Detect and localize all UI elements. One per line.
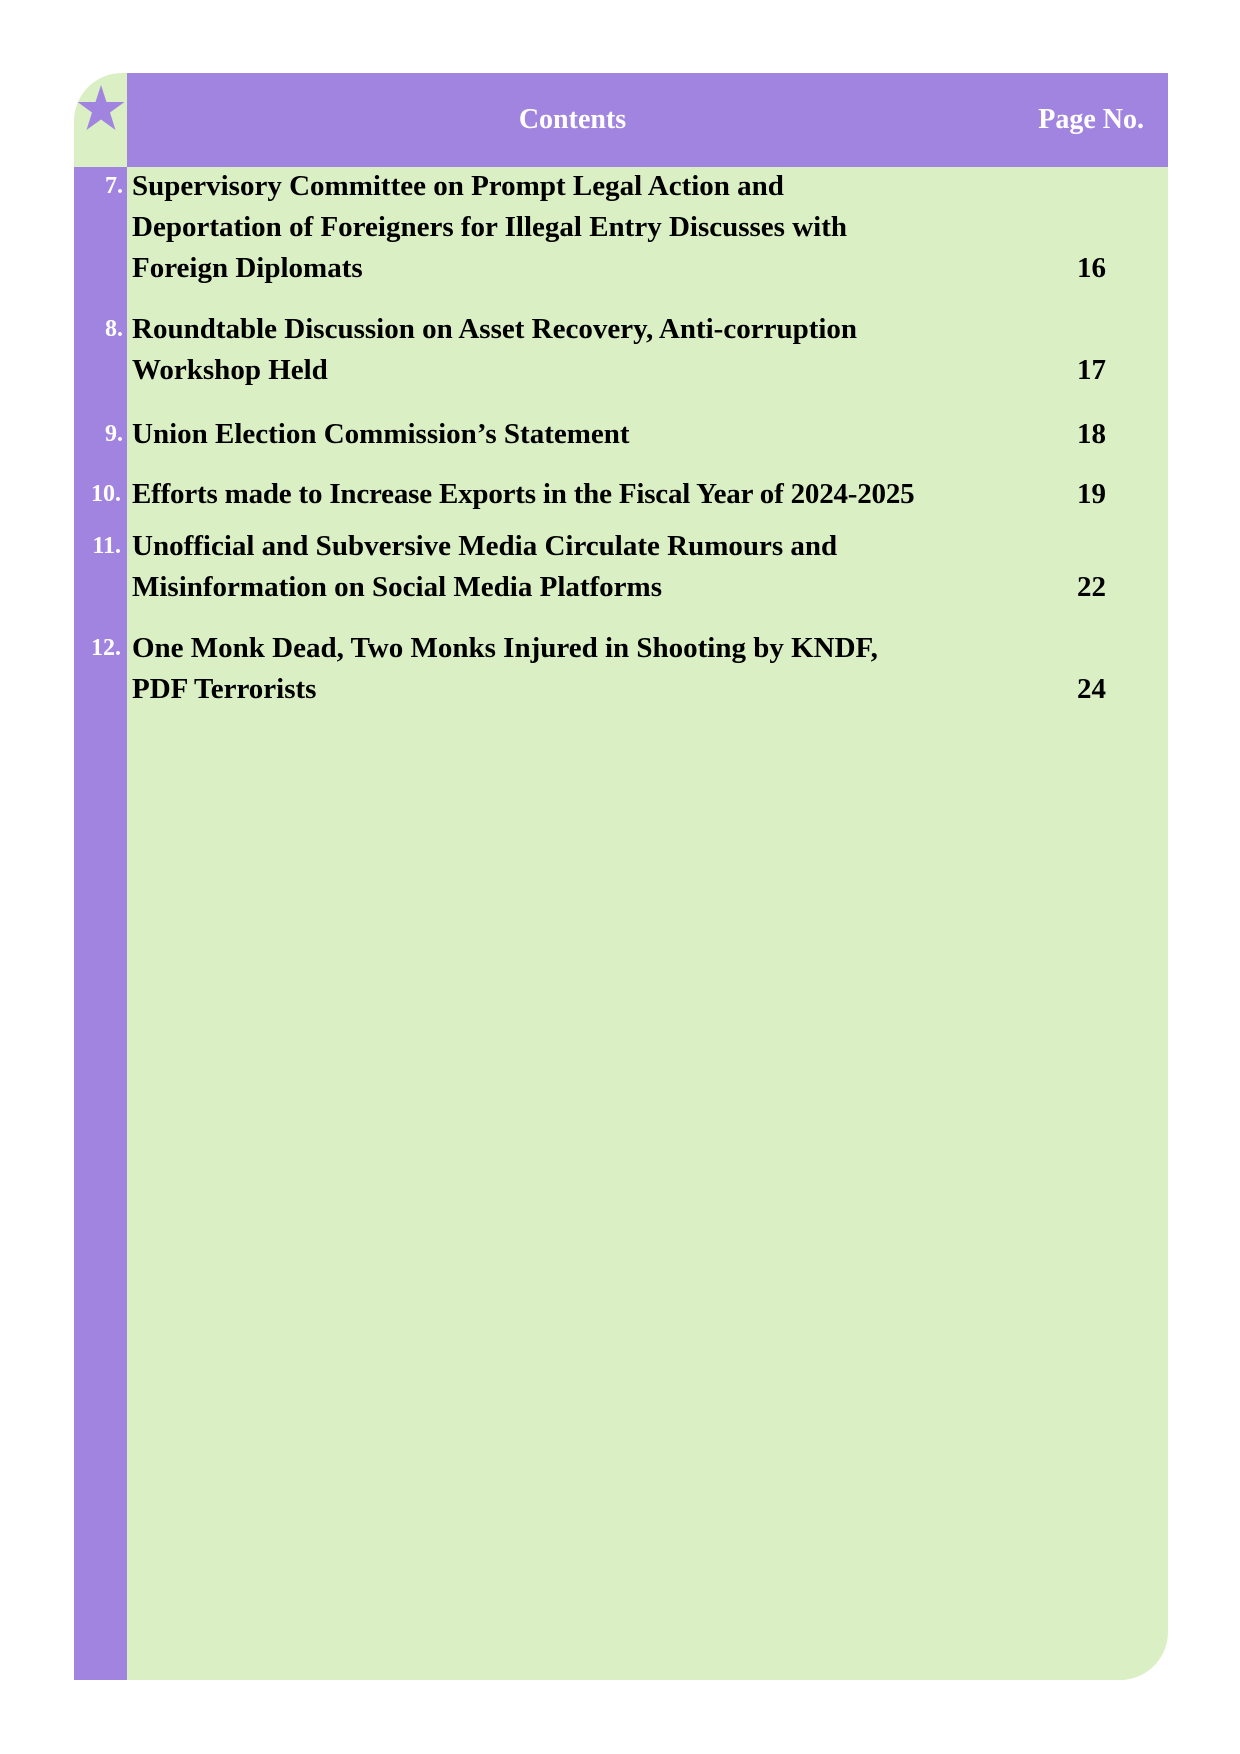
entry-page-number: 16 [1077, 252, 1106, 284]
side-accent-bar [74, 167, 127, 1680]
entry-title-line: Unofficial and Subversive Media Circulate Rumours and [132, 530, 838, 562]
star-icon [76, 83, 126, 133]
entry-number: 8. [105, 316, 123, 342]
page-no-heading: Page No. [1038, 104, 1144, 135]
toc-entry[interactable] [74, 166, 1168, 291]
entry-number: 10. [91, 481, 121, 507]
entry-number: 9. [105, 421, 123, 447]
entry-page-number: 18 [1077, 418, 1106, 450]
entry-title-line: Supervisory Committee on Prompt Legal Action and [132, 170, 784, 202]
contents-panel [74, 73, 1168, 1680]
entry-title-line: Efforts made to Increase Exports in the Fiscal Year of 2024-2025 [132, 478, 915, 510]
entry-title [132, 414, 992, 455]
entry-title-line: Roundtable Discussion on Asset Recovery, Anti-corruption [132, 313, 858, 345]
entry-title-line: Foreign Diplomats [132, 252, 363, 284]
toc-entry[interactable] [74, 414, 1168, 456]
toc-entry[interactable] [74, 526, 1168, 610]
entry-number: 7. [105, 173, 123, 199]
entry-title-line: Union Election Commission’s Statement [132, 418, 630, 450]
entry-page-number: 22 [1077, 571, 1106, 603]
entry-title-line: PDF Terrorists [132, 673, 317, 705]
toc-entry[interactable] [74, 309, 1168, 393]
entry-page-number: 19 [1077, 478, 1106, 510]
contents-heading: Contents [518, 104, 627, 135]
entry-title-line: Deportation of Foreigners for Illegal Entry Discusses with [132, 211, 848, 243]
entry-title-line: Workshop Held [132, 354, 328, 386]
entry-title [132, 628, 992, 710]
entry-title-line: Misinformation on Social Media Platforms [132, 571, 663, 603]
entry-title [132, 309, 992, 391]
entry-title [132, 474, 992, 515]
entry-page-number: 24 [1077, 673, 1106, 705]
entry-title [132, 166, 992, 289]
entry-number: 12. [91, 635, 121, 661]
entry-number: 11. [92, 533, 121, 559]
entry-title [132, 526, 992, 608]
entry-page-number: 17 [1077, 354, 1106, 386]
toc-entry[interactable] [74, 628, 1168, 712]
toc-entry[interactable] [74, 474, 1168, 516]
entry-title-line: One Monk Dead, Two Monks Injured in Shooting by KNDF, [132, 632, 878, 664]
